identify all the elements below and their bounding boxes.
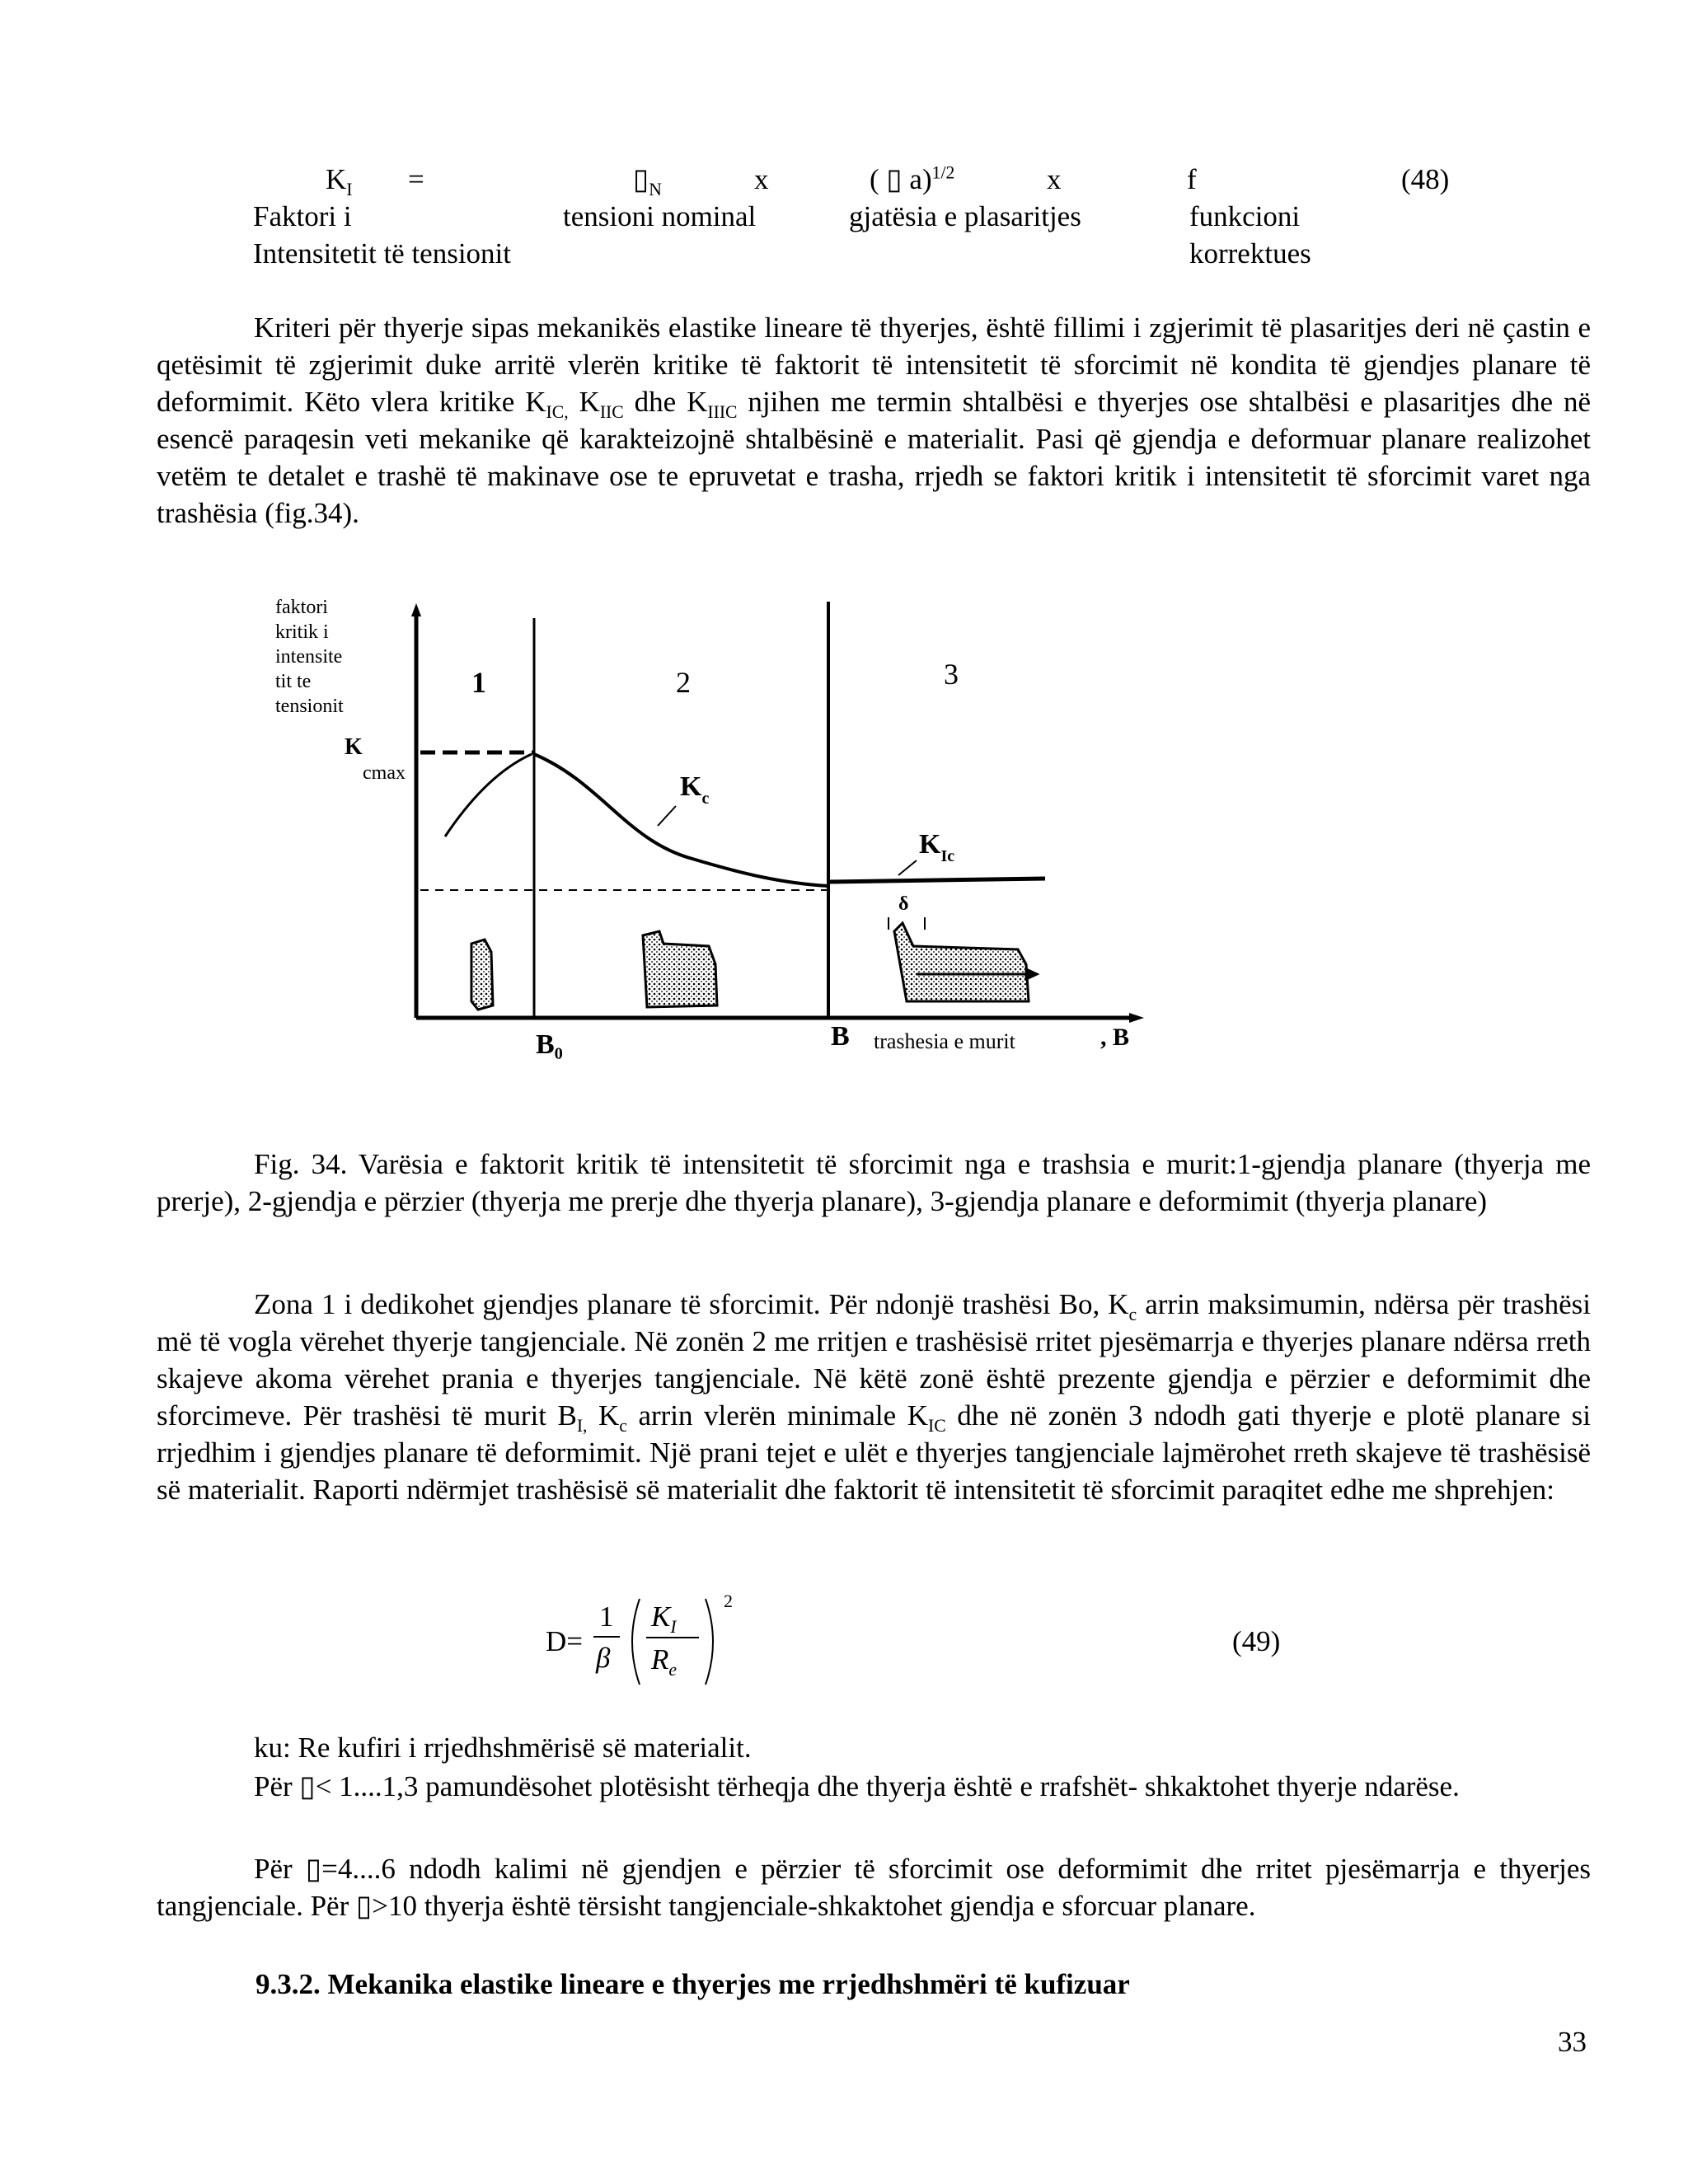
label-sigma: tensioni nominal <box>563 200 757 232</box>
formula-f: f <box>1187 163 1197 195</box>
page-number: 33 <box>1558 2026 1587 2058</box>
formula-exponent: 2 <box>724 1591 733 1611</box>
b0-label: B₀ <box>536 1029 563 1060</box>
zone-1-label: 1 <box>471 666 486 699</box>
cmax-label: cmax <box>363 762 406 784</box>
paragraph-re-definition: ku: Re kufiri i rrjedhshmërisë së materialit. <box>254 1732 752 1764</box>
figure-caption: Fig. 34. Varësia e faktorit kritik të intensitetit të sforcimit nga e trashsia e murit:1-gjendja planare (thyerja me prerje), 2-gjendja e përzier (thyerja me prerje dhe thyerja planare), 3-gjendja planare e deformimit (thyerja planare) <box>157 1148 1591 1217</box>
paragraph-zones: Zona 1 i dedikohet gjendjes planare të sforcimit. Për ndonjë trashësi Bo, $K_c$ arrin maksimumin, ndërsa për trashësi më të vogla vërehet thyerje tangjenciale. Në zonën 2 me rritjen e trashësisë rritet pjesëmarrja e thyerjes planare ndërsa rreth skajeve akoma vërehet prania e thyerjes tangjenciale. Në këtë zonë është prezente gjendja e përzier e deformimit dhe sforcimeve. Për trashësi të murit $B_{I,}$ $K_c$ arrin vlerën minimale $K_{IC}$ dhe në zonën 3 ndodh gati thyerje e plotë planare si rrjedhim i gjendjes planare të deformimit. Një prani tejet e ulët e thyerjes tangjenciale lajmërohet rreth skajeve të trashësisë së materialit. Raporti ndërmjet trashësisë së materialit dhe faktorit të intensitetit të sforcimit paraqitet edhe me shprehjen: <box>157 1288 1592 1506</box>
equation-number-48: (48) <box>1401 163 1450 195</box>
fraction-denominator: β <box>596 1642 611 1674</box>
y-axis-label-line-1: faktori <box>275 597 328 618</box>
zone-3-label: 3 <box>944 658 959 691</box>
formula-d: D= <box>546 1625 584 1657</box>
x-axis-end-label: , B <box>1100 1024 1130 1051</box>
formula-times-1: x <box>754 163 769 195</box>
label-f-line2: korrektues <box>1189 237 1311 269</box>
kc-rising-curve <box>445 754 532 837</box>
section-heading: 9.3.2. Mekanika elastike lineare e thyerjes me rrjedhshmëri të kufizuar <box>256 1968 1130 2000</box>
fraction-bar-outer <box>593 1636 620 1638</box>
label-f-line1: funkcioni <box>1189 200 1301 232</box>
kc-label: $K_c$ <box>680 771 710 808</box>
formula-k: $K_I$ <box>326 163 353 199</box>
kc-leader <box>658 806 676 826</box>
delta-label: δ <box>898 893 909 915</box>
label-k-line2: Intensitetit të tensionit <box>253 237 512 269</box>
zone-2-label: 2 <box>676 666 691 699</box>
b-label: B <box>831 1021 850 1052</box>
formula-sigma: $▯_N$ <box>633 163 662 199</box>
equation-number-49: (49) <box>1232 1625 1281 1657</box>
figure-34 <box>247 577 1195 1104</box>
specimen-zone-3-arrowhead <box>1026 969 1037 979</box>
formula-crack-term: ( ▯ a)$^{1/2}$ <box>870 162 955 195</box>
kic-line <box>828 879 1045 882</box>
fraction-numerator: 1 <box>599 1601 614 1633</box>
y-axis-label-line-2: kritik i <box>275 621 329 643</box>
paragraph-beta-high: Për ▯=4....6 ndodh kalimi në gjendjen e përzier të sforcimit ose deformimit dhe rritet pjesëmarrja e thyerjes tangjenciale. Për ▯>10 thyerja është tërsisht tangjenciale-shkaktohet gjendja e sforcuar planare. <box>157 1853 1591 1922</box>
y-axis-label-line-3: intensite <box>275 646 343 668</box>
kic-leader <box>898 860 917 875</box>
fraction-r: $R_e$ <box>651 1643 678 1680</box>
y-axis-label-line-4: tit te <box>275 671 312 692</box>
specimen-zone-3 <box>894 923 1029 1001</box>
formula-times-2: x <box>1047 163 1062 195</box>
y-axis-label-line-5: tensionit <box>275 696 344 717</box>
specimen-zone-1 <box>471 940 493 1010</box>
x-axis-arrow <box>1129 1013 1144 1023</box>
y-axis-arrow <box>411 603 421 616</box>
paragraph-criteria: Kriteri për thyerje sipas mekanikës elastike lineare të thyerjes, është fillimi i zgjerimit të plasaritjes deri në çastin e qetësimit të zgjerimit duke arritë vlerën kritike të faktorit të intensitetit të sforcimit në kondita të gjendjes planare të deformimit. Këto vlera kritike $K_{IC,}$ $K_{IIC}$ dhe $K_{IIIC}$ njihen me termin shtalbësi e thyerjes ose shtalbësi e plasaritjes dhe në esencë paraqesin veti mekanike që karakteizojnë shtalbësinë e materialit. Pasi që gjendja e deformuar planare realizohet vetëm te detalet e trashë të makinave ose te epruvetat e trasha, rrjedh se faktori kritik i intensitetit të sforcimit varet nga trashësia (fig.34). <box>157 312 1592 529</box>
specimen-zone-2 <box>643 931 717 1007</box>
x-axis-label: trashesia e murit <box>874 1029 1015 1053</box>
label-k-line1: Faktori i <box>253 200 352 232</box>
k-axis-symbol: K <box>345 734 363 760</box>
kic-label: $K_{Ic}$ <box>919 829 955 865</box>
fraction-k: $K_I$ <box>651 1601 677 1637</box>
paragraph-beta-low: Për ▯< 1....1,3 pamundësohet plotësisht tërheqja dhe thyerja është e rrafshët- shkaktohet thyerje ndarëse. <box>254 1770 1460 1802</box>
label-a: gjatësia e plasaritjes <box>849 200 1081 232</box>
formula-equals: = <box>408 163 424 195</box>
